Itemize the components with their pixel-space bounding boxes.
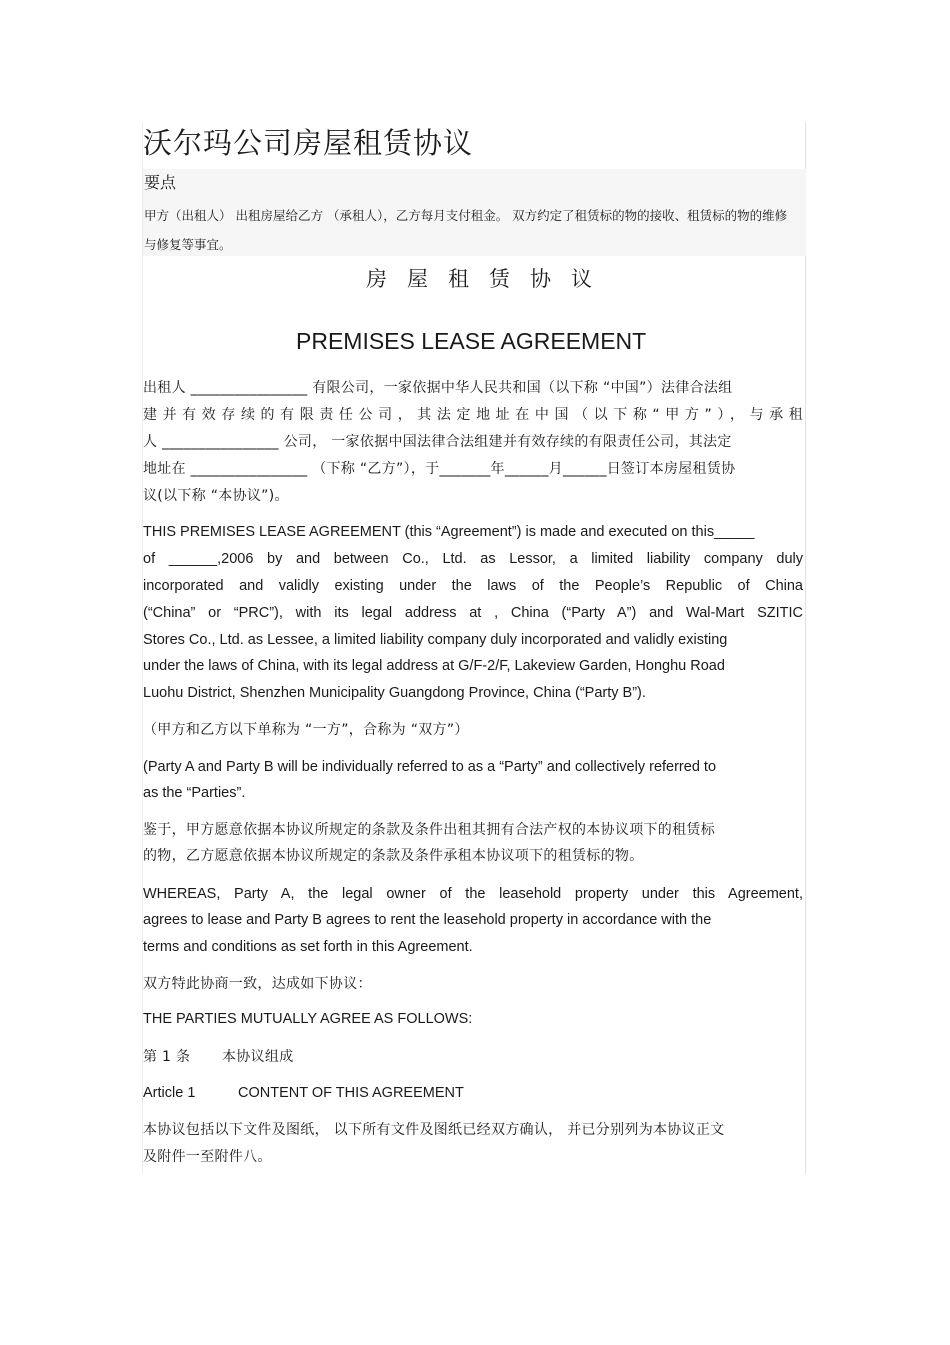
parties-en-line: (Party A and Party B will be individually referred to as a “Party” and collectively referred to: [143, 759, 717, 775]
para-en-1-line: Stores Co., Ltd. as Lessee, a limited liability company duly incorporated and validly existing: [143, 632, 728, 648]
whereas-cn-line: 鉴于，甲方愿意依据本协议所规定的条款及条件出租其拥有合法产权的本协议项下的租赁标: [143, 822, 715, 838]
para-cn-1-line: 议(以下称 “本协议”)。: [143, 488, 289, 504]
para-en-1-line: of ______,2006 by and between Co., Ltd. as Lessor, a limited liability company duly: [143, 551, 803, 567]
agree-cn: 双方特此协商一致，达成如下协议：: [143, 976, 372, 992]
para-cn-1-line: 人 ________________ 公司， 一家依据中国法律合法组建并有效存续的有限责任公司，其法定: [143, 434, 732, 450]
summary-label: 要点: [144, 173, 177, 192]
summary-text: 甲方（出租人） 出租房屋给乙方 （承租人），乙方每月支付租金。 双方约定了租赁标的物的接收、租赁标的物的维修与修复等事宜。: [144, 208, 788, 252]
agree-en: THE PARTIES MUTUALLY AGREE AS FOLLOWS:: [143, 1011, 473, 1027]
parties-cn: （甲方和乙方以下单称为 “一方”，合称为 “双方”）: [143, 722, 469, 738]
para-en-1-line: under the laws of China, with its legal address at G/F-2/F, Lakeview Garden, Honghu Road: [143, 658, 725, 674]
whereas-en-line: WHEREAS, Party A, the legal owner of the leasehold property under this Agreement,: [143, 886, 803, 902]
summary-box: [143, 169, 806, 256]
heading-cn: 房屋租赁协议: [366, 267, 612, 291]
article1-en-title: CONTENT OF THIS AGREEMENT: [238, 1085, 464, 1101]
article1-cn-title: 本协议组成: [222, 1049, 294, 1065]
para-en-1-line: Luohu District, Shenzhen Municipality Guangdong Province, China (“Party B”).: [143, 685, 646, 701]
heading-en: PREMISES LEASE AGREEMENT: [296, 328, 647, 354]
parties-en-line: as the “Parties”.: [143, 785, 246, 801]
whereas-en-line: terms and conditions as set forth in this Agreement.: [143, 939, 473, 955]
para-en-1-line: THIS PREMISES LEASE AGREEMENT (this “Agreement”) is made and executed on this_____: [143, 524, 755, 540]
article1-body-line: 本协议包括以下文件及图纸， 以下所有文件及图纸已经双方确认， 并已分别列为本协议正文: [143, 1122, 725, 1138]
article1-en-number: Article 1: [143, 1085, 196, 1101]
para-cn-1-line: 建并有效存续的有限责任公司，其法定地址在中国（以下称“甲方”），与承租: [143, 407, 803, 423]
para-en-1-line: incorporated and validly existing under the laws of the People’s Republic of China: [143, 578, 803, 594]
document-title: 沃尔玛公司房屋租赁协议: [143, 126, 474, 160]
para-cn-1-line: 出租人 ________________ 有限公司，一家依据中华人民共和国（以下称 “中国”）法律合法组: [143, 380, 733, 396]
article1-cn-number: 第 1 条: [143, 1049, 191, 1065]
para-cn-1-line: 地址在 ________________ （下称 “乙方”），于_______年______月______日签订本房屋租赁协: [143, 461, 736, 477]
article1-body-line: 及附件一至附件八。: [143, 1149, 272, 1165]
whereas-cn-line: 的物，乙方愿意依据本协议所规定的条款及条件承租本协议项下的租赁标的物。: [143, 848, 644, 864]
whereas-en-line: agrees to lease and Party B agrees to rent the leasehold property in accordance with the: [143, 912, 712, 928]
para-en-1-line: (“China” or “PRC”), with its legal address at , China (“Party A”) and Wal-Mart SZITIC: [143, 605, 803, 621]
